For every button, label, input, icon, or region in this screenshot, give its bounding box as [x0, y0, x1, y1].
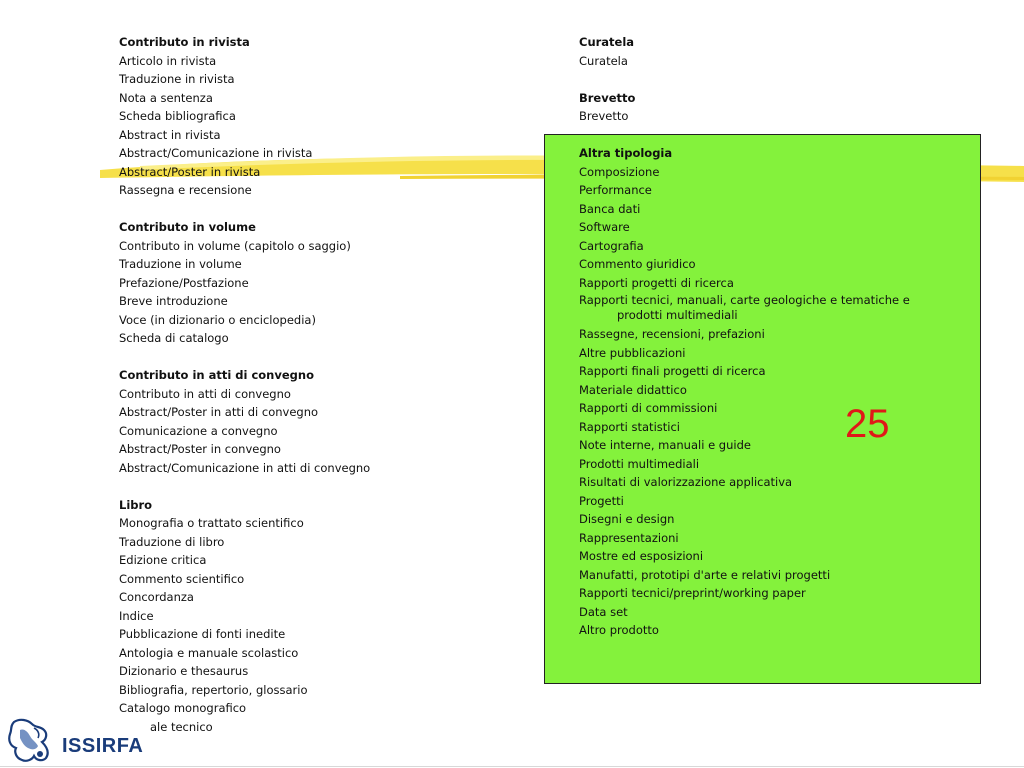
list-altra-tipologia	[579, 163, 947, 640]
list-item: Traduzione in volume	[119, 257, 242, 271]
list-item: Breve introduzione	[119, 294, 228, 308]
list-item: Altro prodotto	[579, 623, 659, 637]
list-item: Rapporti statistici	[579, 419, 680, 434]
list-item: Scheda bibliografica	[119, 109, 236, 123]
list-item: Software	[579, 220, 630, 234]
list-item: Rapporti tecnici/preprint/working paper	[579, 586, 806, 600]
list-item: Abstract/Poster in atti di convegno	[119, 405, 319, 419]
list-item: Abstract/Comunicazione in rivista	[119, 146, 313, 160]
section-heading-convegno: Contributo in atti di convegno	[119, 368, 314, 382]
list-item: Antologia e manuale scolastico	[119, 645, 299, 660]
list-item: Rapporti progetti di ricerca	[579, 275, 734, 290]
list-item: Rapporti finali progetti di ricerca	[579, 364, 766, 378]
list-volume	[119, 237, 370, 348]
list-item: Scheda di catalogo	[119, 331, 229, 345]
list-item: Abstract/Poster in rivista	[119, 164, 261, 179]
list-item-fragment: ale tecnico	[150, 719, 213, 734]
list-item: Altre pubblicazioni	[579, 345, 686, 360]
list-item: Dizionario e thesaurus	[119, 664, 249, 678]
list-item: Contributo in atti di convegno	[119, 386, 291, 401]
list-convegno	[119, 385, 370, 478]
list-item: Abstract/Comunicazione in atti di convegno	[119, 460, 371, 475]
section-heading-brevetto: Brevetto	[579, 90, 636, 105]
list-item: Commento scientifico	[119, 571, 245, 586]
list-item: Mostre ed esposizioni	[579, 549, 704, 563]
list-item: Rassegna e recensione	[119, 183, 252, 197]
list-item: Brevetto	[579, 109, 629, 123]
list-item: Edizione critica	[119, 553, 207, 567]
list-item: Manufatti, prototipi d'arte e relativi progetti	[579, 567, 831, 582]
list-item: Cartografia	[579, 238, 644, 253]
list-item: Banca dati	[579, 201, 641, 216]
section-heading-curatela: Curatela	[579, 35, 635, 49]
section-heading-rivista: Contributo in rivista	[119, 35, 250, 49]
list-item: Comunicazione a convegno	[119, 423, 278, 438]
list-item: Rappresentazioni	[579, 530, 679, 545]
list-item: Abstract in rivista	[119, 127, 221, 142]
list-item: Traduzione in rivista	[119, 72, 235, 86]
list-item: Prefazione/Postfazione	[119, 275, 249, 290]
list-item: Rapporti tecnici, manuali, carte geologiche e tematiche e prodotti multimediali	[579, 293, 910, 322]
list-item: Progetti	[579, 493, 624, 508]
list-item: Abstract/Poster in convegno	[119, 442, 281, 456]
list-item: Bibliografia, repertorio, glossario	[119, 682, 308, 697]
list-item: Traduzione di libro	[119, 534, 225, 549]
list-libro	[119, 514, 370, 718]
page-number: 25	[845, 402, 890, 446]
list-item: Performance	[579, 183, 652, 197]
list-item: Contributo in volume (capitolo o saggio)	[119, 238, 351, 253]
issirfa-logo-icon	[6, 716, 52, 766]
list-item: Concordanza	[119, 590, 194, 604]
list-item: Catalogo monografico	[119, 701, 247, 715]
list-item: Nota a sentenza	[119, 90, 213, 105]
list-item: Curatela	[579, 53, 628, 68]
section-heading-libro: Libro	[119, 497, 153, 512]
right-column	[579, 33, 947, 640]
list-item: Voce (in dizionario o enciclopedia)	[119, 312, 316, 327]
list-item: Monografia o trattato scientifico	[119, 516, 304, 530]
section-heading-volume: Contributo in volume	[119, 220, 256, 234]
logo-text: ISSIRFA	[62, 735, 144, 757]
list-item: Note interne, manuali e guide	[579, 438, 751, 452]
list-item: Indice	[119, 608, 154, 623]
section-heading-altra-tipologia: Altra tipologia	[579, 146, 673, 160]
list-item: Rapporti di commissioni	[579, 401, 718, 415]
left-column	[119, 33, 370, 736]
list-item: Data set	[579, 604, 628, 619]
footer-divider	[0, 766, 1024, 767]
list-item: Disegni e design	[579, 512, 675, 526]
list-item: Articolo in rivista	[119, 53, 217, 68]
list-item: Prodotti multimediali	[579, 456, 700, 471]
list-item: Materiale didattico	[579, 382, 687, 397]
list-item: Risultati di valorizzazione applicativa	[579, 475, 793, 489]
list-rivista	[119, 52, 370, 200]
list-item: Composizione	[579, 164, 660, 179]
list-item: Pubblicazione di fonti inedite	[119, 627, 286, 641]
list-item: Rassegne, recensioni, prefazioni	[579, 327, 765, 341]
list-item: Commento giuridico	[579, 257, 696, 271]
